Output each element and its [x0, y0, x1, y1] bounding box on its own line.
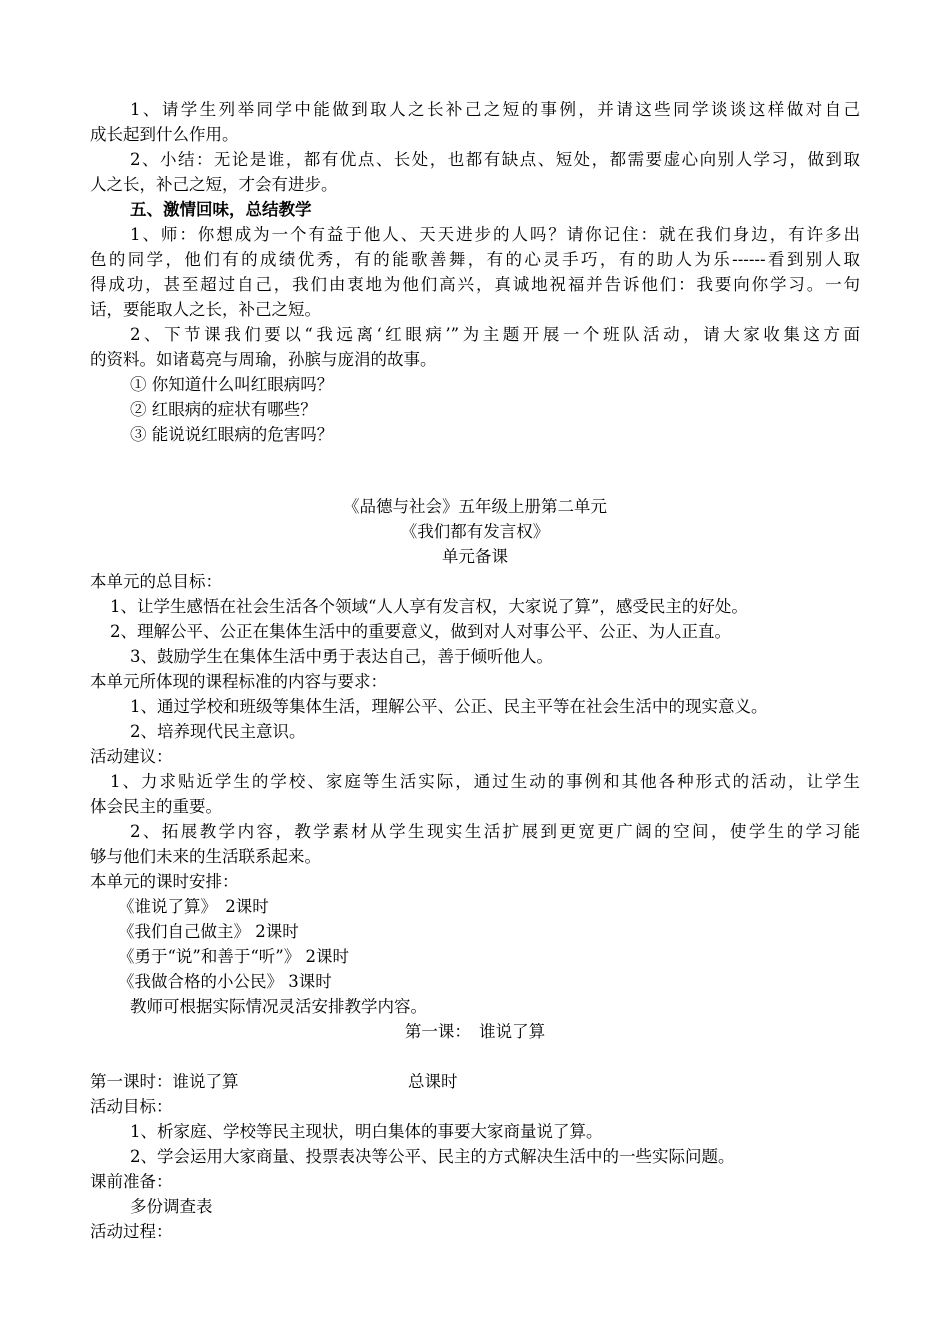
- goal-item: 1、析家庭、学校等民主现状，明白集体的事要大家商量说了算。: [130, 1122, 603, 1141]
- unit-subtitle: 《我们都有发言权》: [400, 522, 550, 541]
- paragraph-line: 1、请学生列举同学中能做到取人之长补己之短的事例，并请这些同学谈谈这样做对自己: [130, 100, 860, 119]
- goals-label: 本单元的总目标：: [90, 572, 222, 591]
- unit-title: 《品德与社会》五年级上册第二单元: [343, 497, 607, 516]
- paragraph-line: 够与他们未来的生活联系起来。: [90, 847, 321, 866]
- schedule-item: 《勇于“说”和善于“听”》 2课时: [118, 947, 349, 966]
- paragraph-line: 成长起到什么作用。: [90, 125, 239, 144]
- goal-item: 2、理解公平、公正在集体生活中的重要意义，做到对人对事公平、公正、为人正直。: [110, 622, 731, 641]
- standard-item: 1、通过学校和班级等集体生活，理解公平、公正、民主平等在社会生活中的现实意义。: [130, 697, 768, 716]
- section-heading: 五、激情回味，总结教学: [130, 200, 312, 219]
- activity-goals-label: 活动目标：: [90, 1097, 173, 1116]
- paragraph-line: 2、小结：无论是谁，都有优点、长处，也都有缺点、短处，都需要虚心向别人学习，做到取: [130, 150, 860, 169]
- suggestions-label: 活动建议：: [90, 747, 173, 766]
- question-item: ① 你知道什么叫红眼病吗？: [130, 375, 334, 394]
- paragraph-line: 1、力求贴近学生的学校、家庭等生活实际，通过生动的事例和其他各种形式的活动，让学生: [110, 772, 860, 791]
- schedule-note: 教师可根据实际情况灵活安排教学内容。: [130, 997, 427, 1016]
- question-item: ③ 能说说红眼病的危害吗？: [130, 425, 334, 444]
- paragraph-line: 的资料。如诸葛亮与周瑜，孙膑与庞涓的故事。: [90, 350, 437, 369]
- paragraph-line: 2、下节课我们要以“我远离‘红眼病’”为主题开展一个班队活动，请大家收集这方面: [130, 325, 860, 344]
- total-periods: 总课时: [408, 1072, 458, 1091]
- paragraph-line: 得成功，甚至超过自己，我们由衷地为他们高兴，真诚地祝福并告诉他们：我要向你学习。一句: [90, 275, 860, 294]
- preparation-item: 多份调查表: [130, 1197, 213, 1216]
- schedule-item: 《我做合格的小公民》 3课时: [118, 972, 332, 991]
- preparation-label: 课前准备：: [90, 1172, 173, 1191]
- standards-label: 本单元所体现的课程标准的内容与要求：: [90, 672, 387, 691]
- goal-item: 3、鼓励学生在集体生活中勇于表达自己，善于倾听他人。: [130, 647, 553, 666]
- period-title: 第一课时：谁说了算: [90, 1072, 239, 1091]
- process-label: 活动过程：: [90, 1222, 173, 1241]
- question-item: ② 红眼病的症状有哪些？: [130, 400, 317, 419]
- goal-item: 2、学会运用大家商量、投票表决等公平、民主的方式解决生活中的一些实际问题。: [130, 1147, 735, 1166]
- paragraph-line: 色的同学，他们有的成绩优秀，有的能歌善舞，有的心灵手巧，有的助人为乐------看到别人取: [90, 250, 860, 269]
- paragraph-line: 人之长，补己之短，才会有进步。: [90, 175, 338, 194]
- schedule-item: 《谁说了算》 2课时: [118, 897, 269, 916]
- paragraph-line: 2、拓展教学内容，教学素材从学生现实生活扩展到更宽更广阔的空间，使学生的学习能: [130, 822, 860, 841]
- paragraph-line: 1、师：你想成为一个有益于他人、天天进步的人吗？请你记住：就在我们身边，有许多出: [130, 225, 860, 244]
- unit-plan-heading: 单元备课: [442, 547, 508, 566]
- schedule-label: 本单元的课时安排：: [90, 872, 239, 891]
- goal-item: 1、让学生感悟在社会生活各个领域“人人享有发言权，大家说了算”，感受民主的好处。: [110, 597, 748, 616]
- paragraph-line: 体会民主的重要。: [90, 797, 222, 816]
- lesson-heading: 第一课： 谁说了算: [404, 1022, 546, 1041]
- standard-item: 2、培养现代民主意识。: [130, 722, 306, 741]
- schedule-item: 《我们自己做主》 2课时: [118, 922, 299, 941]
- paragraph-line: 话，要能取人之长，补己之短。: [90, 300, 321, 319]
